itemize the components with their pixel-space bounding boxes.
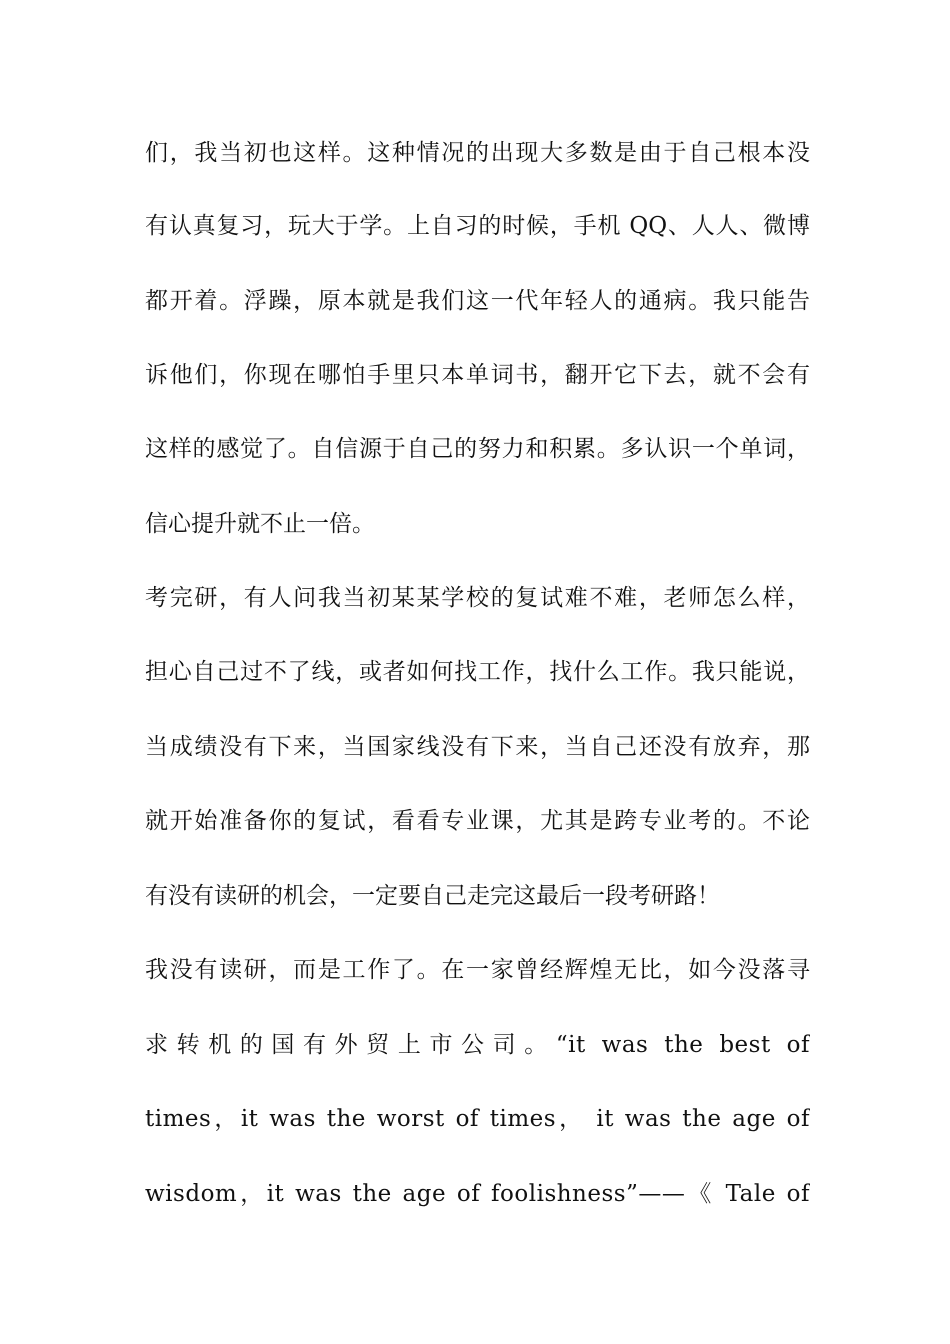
- text-line-3: 都开着。浮躁，原本就是我们这一代年轻人的通病。我只能告: [145, 288, 810, 314]
- text-line-13: 求转机的国有外贸上市公司。“it was the best of: [145, 1032, 810, 1058]
- text-line-1: 们，我当初也这样。这种情况的出现大多数是由于自己根本没: [145, 140, 810, 166]
- text-line-2: 有认真复习，玩大于学。上自习的时候，手机 QQ、人人、微博: [145, 213, 810, 239]
- text-line-4: 诉他们，你现在哪怕手里只本单词书，翻开它下去，就不会有: [145, 362, 810, 388]
- text-line-14: times，it was the worst of times， it was the age of: [145, 1106, 810, 1132]
- text-line-12: 我没有读研，而是工作了。在一家曾经辉煌无比，如今没落寻: [145, 957, 810, 983]
- text-line-11: 有没有读研的机会，一定要自己走完这最后一段考研路！: [145, 883, 720, 909]
- text-line-8: 担心自己过不了线，或者如何找工作，找什么工作。我只能说，: [145, 659, 810, 685]
- text-line-10: 就开始准备你的复试，看看专业课，尤其是跨专业考的。不论: [145, 808, 810, 834]
- text-line-7: 考完研，有人问我当初某某学校的复试难不难，老师怎么样，: [145, 585, 810, 611]
- text-line-9: 当成绩没有下来，当国家线没有下来，当自己还没有放弃，那: [145, 734, 810, 760]
- text-line-15: wisdom，it was the age of foolishness”——《 Tale of: [145, 1181, 810, 1207]
- text-line-6: 信心提升就不止一倍。: [145, 511, 375, 537]
- text-line-5: 这样的感觉了。自信源于自己的努力和积累。多认识一个单词，: [145, 436, 810, 462]
